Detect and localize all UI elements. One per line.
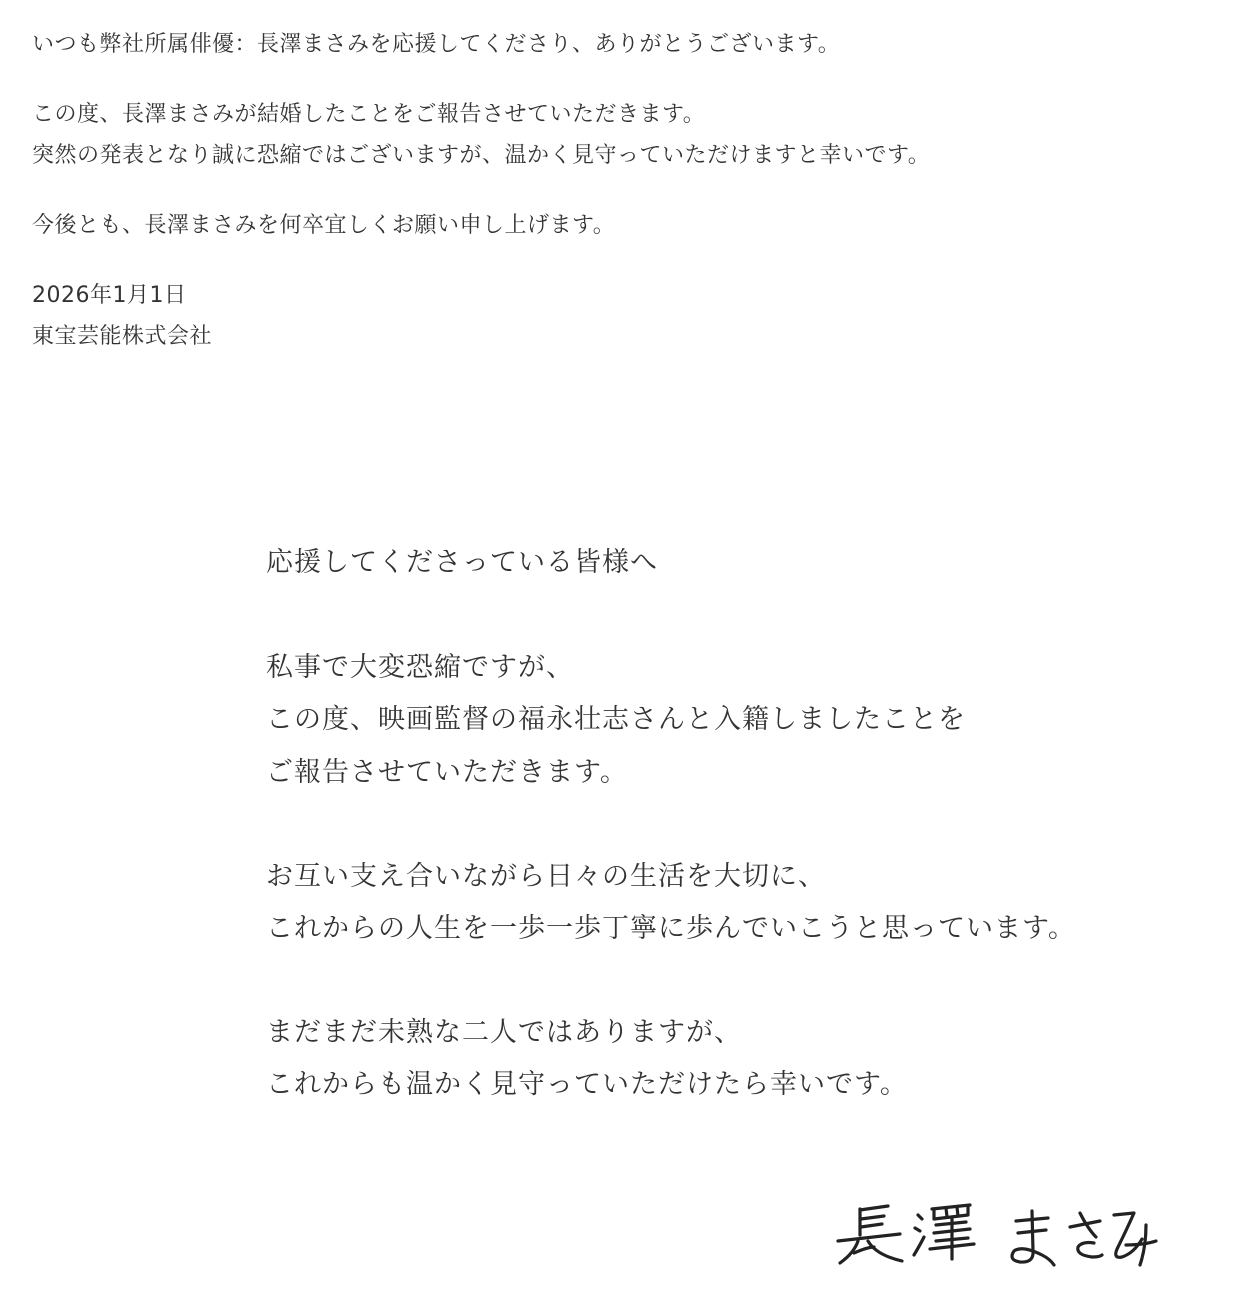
letter-line: この度、映画監督の福永壮志さんと入籍しましたことを: [266, 704, 966, 735]
statement-closing: 今後とも、長澤まさみを何卒宜しくお願い申し上げます。: [32, 213, 616, 238]
statement-company: 東宝芸能株式会社: [32, 324, 213, 349]
statement-date: 2026年1月1日: [32, 283, 187, 308]
letter-line: ご報告させていただきます。: [266, 757, 628, 788]
letter-greeting: 応援してくださっている皆様へ: [266, 547, 658, 578]
statement-greeting: いつも弊社所属俳優：長澤まさみを応援してくださり、ありがとうございます。: [32, 32, 841, 57]
letter-line: お互い支え合いながら日々の生活を大切に、: [266, 861, 826, 892]
statement-announcement: この度、長澤まさみが結婚したことをご報告させていただきます。: [32, 102, 706, 127]
handwritten-signature: [830, 1195, 1160, 1275]
letter-line: 私事で大変恐縮ですが、: [266, 652, 574, 683]
letter-line: まだまだ未熟な二人ではありますが、: [266, 1017, 742, 1048]
statement-apology: 突然の発表となり誠に恐縮ではございますが、温かく見守っていただけますと幸いです。: [32, 143, 931, 168]
letter-line: これからの人生を一歩一歩丁寧に歩んでいこうと思っています。: [266, 913, 1076, 944]
letter-line: これからも温かく見守っていただけたら幸いです。: [266, 1069, 908, 1100]
